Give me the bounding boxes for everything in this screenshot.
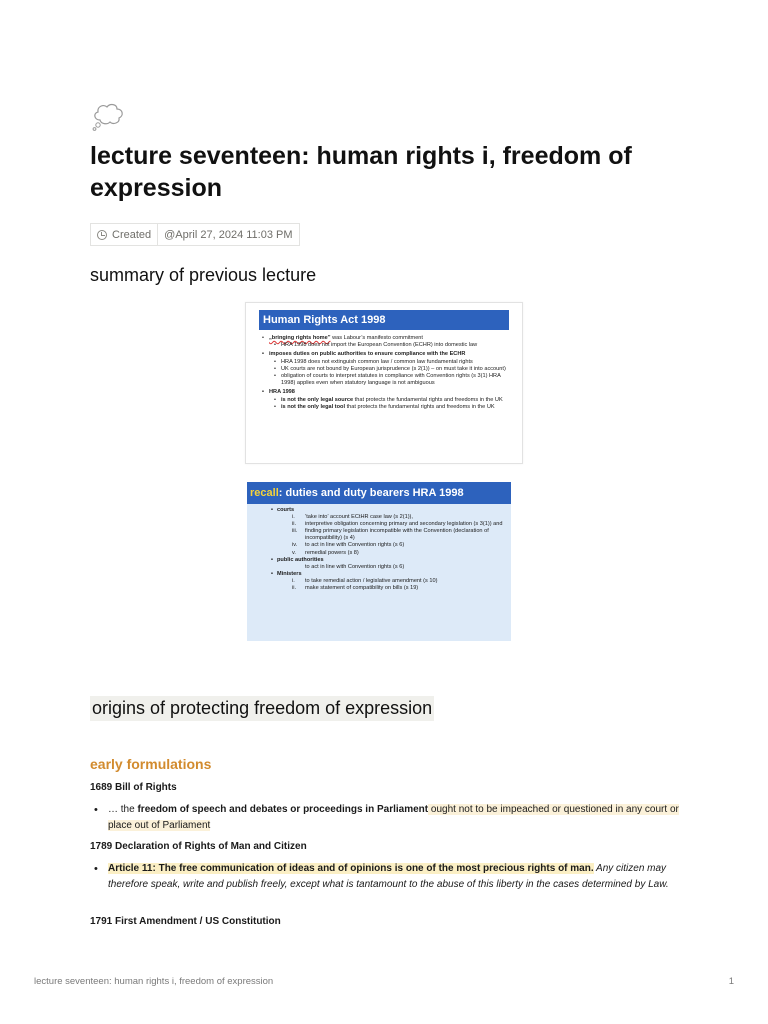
slide1-subbullet: • HRA 1998 does not extinguish common law / common law fundamental rights — [259, 359, 509, 366]
slide2-title: recall: duties and duty bearers HRA 1998 — [247, 482, 511, 504]
slide-image-hra-1998 — [245, 302, 523, 464]
slide2-bullet: • public authorities — [247, 557, 511, 564]
page-number: 1 — [728, 976, 734, 987]
slide1-bullet: • „bringing rights home” was Labour’s manifesto commitment — [259, 335, 509, 342]
slide2-body — [247, 504, 511, 592]
footer-title: lecture seventeen: human rights i, freedom of expression — [34, 976, 274, 987]
origins-heading: origins of protecting freedom of expression — [90, 696, 434, 721]
clock-icon — [97, 230, 107, 240]
created-property-label — [91, 224, 157, 245]
created-property-value[interactable]: @April 27, 2024 11:03 PM — [157, 224, 298, 245]
created-label: Created — [112, 228, 152, 241]
slide1-body — [259, 335, 509, 411]
slide2-bullet: • Ministers — [247, 571, 511, 578]
slide1-subbullet: • obligation of courts to interpret statutes in compliance with Convention rights (s 3(1) HRA 1998) applies even when statutory language is not ambiguous — [259, 373, 509, 387]
slide2-numbered-item: v. remedial powers (s 8) — [292, 549, 359, 556]
slide1-subbullet: • is not the only legal source that protects the fundamental rights and freedoms in the UK — [259, 397, 509, 404]
slide2-numbered-item: ii. make statement of compatibility on bills (s 19) — [292, 585, 419, 592]
slide2-numbered-item: i. to take remedial action / legislative amendment (s 10) — [292, 577, 438, 584]
first-amendment-heading: 1791 First Amendment / US Constitution — [90, 916, 281, 927]
summary-heading: summary of previous lecture — [90, 265, 317, 285]
slide1-title: Human Rights Act 1998 — [259, 310, 509, 330]
slide-image-duty-bearers — [247, 482, 511, 641]
list-item: • Article 11: The free communication of ideas and of opinions is one of the most precious rights of man. Any citizen may therefore speak, write and publish freely, except what is tantamount to the abuse of this liberty in the cases determined by Law. — [90, 861, 680, 893]
early-formulations-heading: early formulations — [90, 756, 212, 772]
slide2-numbered-item: i. ‘take into’ account ECtHR case law (s 2(1)), — [292, 514, 413, 521]
slide1-subbullet: • HRA 1998 does not import the European Convention (ECHR) into domestic law — [259, 342, 509, 349]
slide2-numbered-item: ii. interpretive obligation concerning primary and secondary legislation (s 3(1)) and — [292, 521, 503, 528]
declaration-list — [90, 861, 680, 893]
slide1-subbullet: • UK courts are not bound by European jurisprudence (s 2(1)) – on must take it into account) — [259, 366, 509, 373]
slide2-numbered-item: iv. to act in line with Convention rights (s 6) — [292, 542, 405, 549]
slide1-bullet: • HRA 1998 — [259, 389, 509, 396]
bill-of-rights-list — [90, 802, 680, 834]
slide2-indented-item: to act in line with Convention rights (s 6) — [305, 563, 405, 570]
slide1-subbullet: • is not the only legal tool that protects the fundamental rights and freedoms in the UK — [259, 404, 509, 411]
thought-balloon-icon — [90, 100, 126, 132]
bill-of-rights-heading: 1689 Bill of Rights — [90, 782, 177, 793]
slide2-bullet: • courts — [247, 507, 511, 514]
slide1-bullet: • imposes duties on public authorities to ensure compliance with the ECHR — [259, 351, 509, 358]
declaration-heading: 1789 Declaration of Rights of Man and Citizen — [90, 841, 307, 852]
list-item: • … the freedom of speech and debates or proceedings in Parliament ought not to be impeached or questioned in any court or place out of Parliament — [90, 802, 680, 834]
page-title: lecture seventeen: human rights i, freedom of expression — [90, 142, 632, 202]
slide2-numbered-item: iii. finding primary legislation incompatible with the Convention (declaration of incompatibility) (s 4) — [292, 528, 489, 542]
properties-row — [90, 223, 300, 246]
